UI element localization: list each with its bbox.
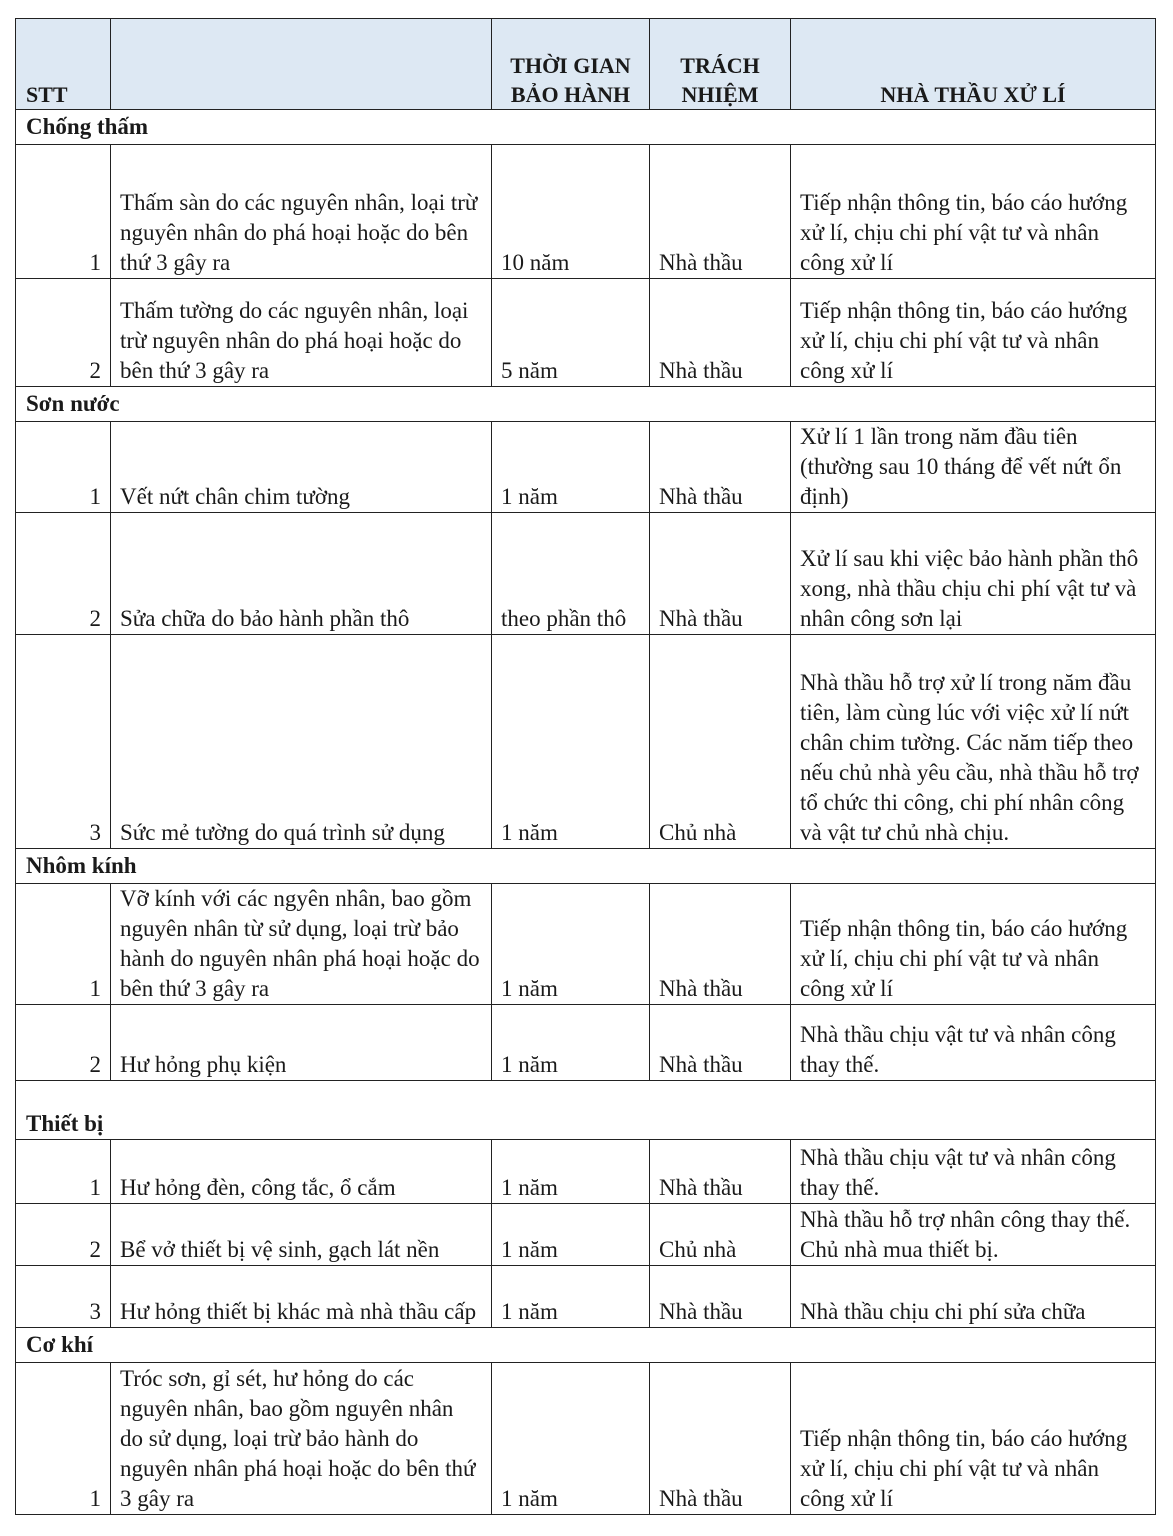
row-issue: Thấm tường do các nguyên nhân, loại trừ nguyên nhân do phá hoại hoặc do bên thứ 3 gây ra: [111, 279, 492, 387]
row-handling: Nhà thầu chịu chi phí sửa chữa: [791, 1266, 1156, 1328]
section-title: Cơ khí: [16, 1328, 1156, 1363]
row-handling: Nhà thầu chịu vật tư và nhân công thay thế.: [791, 1005, 1156, 1081]
section-row-chong-tham: [16, 110, 1156, 145]
row-issue: Hư hỏng thiết bị khác mà nhà thầu cấp: [111, 1266, 492, 1328]
row-period: 1 năm: [492, 884, 650, 1005]
row-stt: 2: [16, 1005, 111, 1081]
row-responsibility: Nhà thầu: [650, 884, 791, 1005]
row-period: 10 năm: [492, 145, 650, 279]
row-handling: Tiếp nhận thông tin, báo cáo hướng xử lí, chịu chi phí vật tư và nhân công xử lí: [791, 279, 1156, 387]
row-stt: 3: [16, 635, 111, 849]
row-responsibility: Nhà thầu: [650, 1363, 791, 1515]
row-stt: 2: [16, 513, 111, 635]
header-stt: STT: [16, 19, 111, 110]
table-row: [16, 1005, 1156, 1081]
row-stt: 2: [16, 1204, 111, 1266]
row-issue: Vỡ kính với các ngyên nhân, bao gồm nguyên nhân từ sử dụng, loại trừ bảo hành do nguyên nhân phá hoại hoặc do bên thứ 3 gây ra: [111, 884, 492, 1005]
row-handling: Nhà thầu hỗ trợ xử lí trong năm đầu tiên, làm cùng lúc với việc xử lí nứt chân chim tường. Các năm tiếp theo nếu chủ nhà yêu cầu, nhà thầu hỗ trợ tổ chức thi công, chi phí nhân công và vật tư chủ nhà chịu.: [791, 635, 1156, 849]
row-handling: Tiếp nhận thông tin, báo cáo hướng xử lí, chịu chi phí vật tư và nhân công xử lí: [791, 145, 1156, 279]
row-period: 1 năm: [492, 1204, 650, 1266]
row-handling: Tiếp nhận thông tin, báo cáo hướng xử lí, chịu chi phí vật tư và nhân công xử lí: [791, 1363, 1156, 1515]
header-handling: NHÀ THẦU XỬ LÍ: [791, 19, 1156, 110]
table-row: [16, 884, 1156, 1005]
row-stt: 1: [16, 1140, 111, 1204]
table-row: [16, 1204, 1156, 1266]
row-stt: 1: [16, 145, 111, 279]
row-period: 1 năm: [492, 1266, 650, 1328]
table-row: [16, 1140, 1156, 1204]
table-row: [16, 635, 1156, 849]
table-row: [16, 513, 1156, 635]
row-stt: 3: [16, 1266, 111, 1328]
section-title: Nhôm kính: [16, 849, 1156, 884]
section-row-thiet-bi: [16, 1081, 1156, 1140]
row-responsibility: Nhà thầu: [650, 1005, 791, 1081]
section-title: Thiết bị: [16, 1081, 1156, 1140]
row-period: 1 năm: [492, 1140, 650, 1204]
row-period: 1 năm: [492, 635, 650, 849]
section-title: Chống thấm: [16, 110, 1156, 145]
row-stt: 1: [16, 422, 111, 513]
row-handling: Tiếp nhận thông tin, báo cáo hướng xử lí, chịu chi phí vật tư và nhân công xử lí: [791, 884, 1156, 1005]
section-row-co-khi: [16, 1328, 1156, 1363]
row-period: 1 năm: [492, 1363, 650, 1515]
row-issue: Vết nứt chân chim tường: [111, 422, 492, 513]
row-responsibility: Chủ nhà: [650, 635, 791, 849]
header-period: THỜI GIAN BẢO HÀNH: [492, 19, 650, 110]
row-issue: Sức mẻ tường do quá trình sử dụng: [111, 635, 492, 849]
row-stt: 1: [16, 1363, 111, 1515]
row-period: theo phần thô: [492, 513, 650, 635]
row-responsibility: Nhà thầu: [650, 1140, 791, 1204]
row-issue: Tróc sơn, gỉ sét, hư hỏng do các nguyên nhân, bao gồm nguyên nhân do sử dụng, loại trừ bảo hành do nguyên nhân phá hoại hoặc do bên thứ 3 gây ra: [111, 1363, 492, 1515]
row-responsibility: Nhà thầu: [650, 279, 791, 387]
table-row: [16, 279, 1156, 387]
header-row: [16, 19, 1156, 110]
row-issue: Hư hỏng đèn, công tắc, ổ cắm: [111, 1140, 492, 1204]
row-issue: Hư hỏng phụ kiện: [111, 1005, 492, 1081]
row-stt: 2: [16, 279, 111, 387]
row-period: 1 năm: [492, 1005, 650, 1081]
table-row: [16, 145, 1156, 279]
row-issue: Sửa chữa do bảo hành phần thô: [111, 513, 492, 635]
row-handling: Xử lí sau khi việc bảo hành phần thô xong, nhà thầu chịu chi phí vật tư và nhân công sơn lại: [791, 513, 1156, 635]
row-responsibility: Nhà thầu: [650, 145, 791, 279]
row-issue: Thấm sàn do các nguyên nhân, loại trừ nguyên nhân do phá hoại hoặc do bên thứ 3 gây ra: [111, 145, 492, 279]
row-handling: Nhà thầu chịu vật tư và nhân công thay thế.: [791, 1140, 1156, 1204]
table-row: [16, 422, 1156, 513]
header-item: [111, 19, 492, 110]
warranty-table: [15, 18, 1156, 1515]
row-responsibility: Nhà thầu: [650, 422, 791, 513]
header-responsibility: TRÁCH NHIỆM: [650, 19, 791, 110]
row-responsibility: Nhà thầu: [650, 1266, 791, 1328]
table-row: [16, 1363, 1156, 1515]
row-stt: 1: [16, 884, 111, 1005]
section-row-son-nuoc: [16, 387, 1156, 422]
row-period: 1 năm: [492, 422, 650, 513]
table-row: [16, 1266, 1156, 1328]
row-responsibility: Nhà thầu: [650, 513, 791, 635]
row-responsibility: Chủ nhà: [650, 1204, 791, 1266]
row-period: 5 năm: [492, 279, 650, 387]
row-handling: Nhà thầu hỗ trợ nhân công thay thế. Chủ nhà mua thiết bị.: [791, 1204, 1156, 1266]
row-issue: Bể vở thiết bị vệ sinh, gạch lát nền: [111, 1204, 492, 1266]
section-row-nhom-kinh: [16, 849, 1156, 884]
section-title: Sơn nước: [16, 387, 1156, 422]
row-handling: Xử lí 1 lần trong năm đầu tiên (thường sau 10 tháng để vết nứt ổn định): [791, 422, 1156, 513]
